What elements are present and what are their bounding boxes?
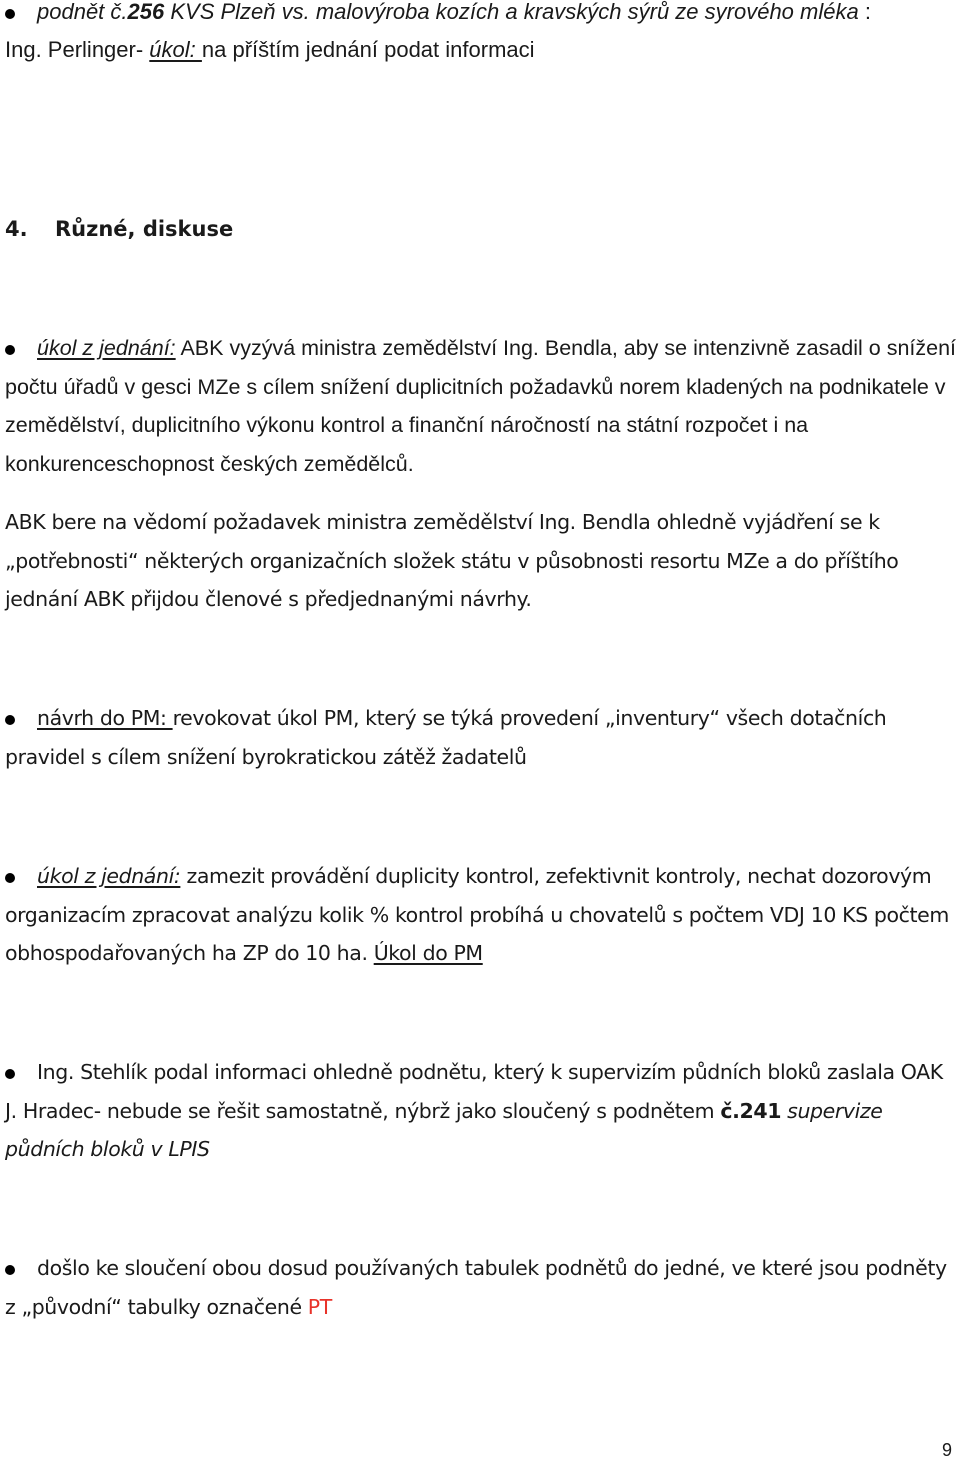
bullet-item-ukol-ministr: [5, 329, 957, 483]
task-label: úkol z jednání:: [37, 336, 176, 360]
task-text: ABK vyzývá ministra zemědělství Ing. Bendla, aby se intenzivně zasadil o snížení počtu úřadů v gesci MZe s cílem snížení duplicitních požadavků norem kladených na podnikatele v zemědělství, duplicitního výkonu kontrol a finanční náročností na státní rozpočet i na konkurenceschopnost českých zemědělců.: [5, 336, 957, 476]
bullet-item-slouceni-tabulek: [5, 1249, 957, 1326]
podnet-title: KVS Plzeň vs. malovýroba kozích a kravských sýrů ze syrového mléka: [164, 0, 859, 24]
podnet-number: 256: [127, 0, 165, 24]
proposal-text: revokovat úkol PM, který se týká provedení „inventury“ všech dotačních pravidel s cílem snížení byrokratickou zátěž žadatelů: [5, 706, 887, 769]
reference-number: č.241: [720, 1098, 782, 1123]
section-number: 4.: [5, 217, 28, 241]
bullet-item-navrh-pm: [5, 699, 957, 776]
podnet-prefix: podnět č.: [37, 0, 128, 24]
podnet-colon: :: [858, 0, 871, 24]
task-text: zamezit provádění duplicity kontrol, zefektivnit kontroly, nechat dozorovým organizacím zpracovat analýzu kolik % kontrol probíhá u chovatelů s počtem VDJ 10 KS počtem obhospodařovaných ha ZP do 10 ha.: [5, 864, 949, 965]
bullet-item-stehlik: [5, 1053, 957, 1169]
responsible-person: Ing. Perlinger-: [5, 37, 150, 62]
task-label: úkol:: [149, 37, 202, 62]
section-title: Různé, diskuse: [55, 217, 234, 241]
paragraph-text: ABK bere na vědomí požadavek ministra zemědělství Ing. Bendla ohledně vyjádření se k „potřebnosti“ některých organizačních složek státu v působnosti resortu MZe a do příštího jednání ABK přijdou členové s předjednanými návrhy.: [5, 510, 899, 611]
task-pm-link: Úkol do PM: [373, 941, 483, 965]
page-number: 9: [941, 1440, 952, 1460]
pt-mark: PT: [307, 1294, 332, 1319]
section-heading: [5, 212, 233, 246]
bullet-item-podnet-256: [5, 0, 957, 69]
reference-title: supervize půdních bloků v LPIS: [5, 1098, 883, 1161]
task-label: úkol z jednání:: [37, 864, 181, 888]
merge-text: došlo ke sloučení obou dosud používaných tabulek podnětů do jedné, ve které jsou podněty z „původní“ tabulky označené: [5, 1256, 947, 1319]
task-text: na příštím jednání podat informaci: [201, 37, 535, 62]
proposal-label: návrh do PM:: [37, 706, 173, 730]
info-text: Ing. Stehlík podal informaci ohledně podnětu, který k supervizím půdních bloků zaslala OAK J. Hradec- nebude se řešit samostatně, nýbrž jako sloučený s podnětem: [5, 1060, 943, 1123]
bullet-item-ukol-kontroly: [5, 857, 957, 973]
paragraph-abk-response: [5, 503, 957, 619]
